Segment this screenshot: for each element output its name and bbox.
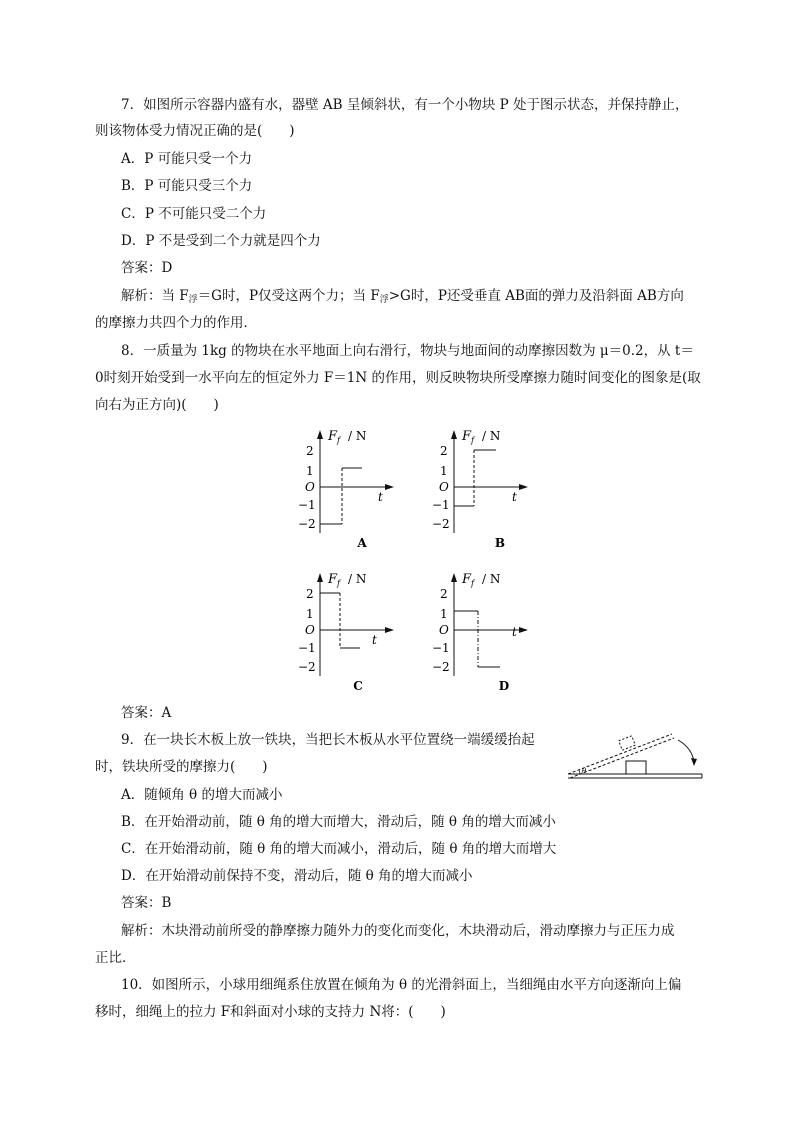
q8-answer: 答案：A	[121, 705, 172, 721]
ylabel-unit: / N	[482, 572, 501, 586]
angle-label: θ	[582, 767, 587, 775]
tick-minus1: −1	[432, 641, 450, 655]
q7-explanation-line2: 的摩擦力共四个力的作用．	[95, 315, 257, 331]
ylabel-sub: f	[337, 579, 340, 588]
ylabel-f: F	[328, 429, 338, 444]
y-axis-arrow	[451, 573, 457, 582]
ylabel-sub: f	[337, 436, 340, 445]
q7-line2: 则该物体受力情况正确的是( )	[95, 123, 295, 139]
iron-block	[626, 761, 646, 774]
t-label: t	[512, 625, 517, 639]
ylabel-unit: / N	[482, 429, 501, 443]
tick-1: 1	[440, 607, 448, 621]
ylabel-sub: f	[471, 436, 474, 445]
tick-2: 2	[440, 587, 448, 601]
angle-arc	[579, 770, 580, 774]
origin-label: O	[305, 623, 315, 637]
t-axis-arrow	[519, 484, 528, 490]
t-label: t	[378, 490, 383, 504]
tick-1: 1	[306, 607, 314, 621]
origin-label: O	[439, 480, 449, 494]
tick-2: 2	[306, 587, 314, 601]
tick-minus2: −2	[432, 660, 450, 674]
q8-line2: 0时刻开始受到一水平向左的恒定外力 F＝1N 的作用，则反映物块所受摩擦力随时间变化的图象是(取	[95, 370, 701, 386]
q9-option-c: C．在开始滑动前，随 θ 角的增大而减小，滑动后，随 θ 角的增大而增大	[121, 841, 557, 857]
q7-explanation: 解析：当 $F_浮=G$时，P仅受这两个力；当 $F_浮>G$时，P还受垂直 AB面的弹力及沿斜面 AB方向	[121, 288, 684, 305]
y-axis-arrow	[317, 573, 323, 582]
t-axis-arrow	[385, 484, 394, 490]
ylabel-sub: f	[471, 579, 474, 588]
tick-minus2: −2	[298, 517, 316, 531]
graph-a	[290, 425, 400, 555]
q9-option-b: B．在开始滑动前，随 θ 角的增大而增大，滑动后，随 θ 角的增大而减小	[121, 814, 556, 830]
tick-1: 1	[440, 464, 448, 478]
q10-line1: 10．如图所示，小球用细绳系住放置在倾角为 θ 的光滑斜面上，当细绳由水平方向逐渐向上偏	[121, 977, 682, 993]
graph-label: B	[494, 536, 506, 550]
tick-minus2: −2	[298, 660, 316, 674]
q7-option-d: D．P 不是受到二个力就是四个力	[121, 233, 321, 249]
ylabel-unit: / N	[348, 572, 367, 586]
q8-line1: 8．一质量为 1kg 的物块在水平地面上向右滑行，物块与地面间的动摩擦因数为 μ＝0.2，从 t＝	[121, 343, 694, 359]
graph-c	[290, 568, 400, 698]
q9-option-d: D．在开始滑动前保持不变，滑动后，随 θ 角的增大而减小	[121, 868, 473, 884]
t-axis-arrow	[385, 627, 394, 633]
tick-minus1: −1	[298, 498, 316, 512]
t-axis-arrow	[519, 627, 528, 633]
y-axis-arrow	[451, 430, 457, 439]
tick-2: 2	[440, 444, 448, 458]
q8-line3: 向右为正方向)( )	[95, 397, 219, 413]
tick-2: 2	[306, 444, 314, 458]
q7-option-c: C．P 不可能只受二个力	[121, 206, 267, 222]
origin-label: O	[439, 623, 449, 637]
incline-diagram	[560, 730, 710, 780]
tick-minus1: −1	[432, 498, 450, 512]
origin-label: O	[305, 480, 315, 494]
graph-b	[424, 425, 534, 555]
q7-line1: 7．如图所示容器内盛有水，器壁 AB 呈倾斜状，有一个小物块 P 处于图示状态，并保持静止，	[121, 97, 689, 113]
q7-option-a: A．P 可能只受一个力	[121, 151, 253, 167]
graph-d	[424, 568, 534, 698]
y-axis-arrow	[317, 430, 323, 439]
graph-label: C	[353, 679, 363, 693]
q9-explanation: 解析：木块滑动前所受的静摩擦力随外力的变化而变化，木块滑动后，滑动摩擦力与正压力成	[121, 923, 675, 939]
q9-explanation-line2: 正比．	[95, 950, 136, 966]
q10-line2: 移时，细绳上的拉力 F和斜面对小球的支持力 N将：( )	[95, 1004, 446, 1020]
q9-line2: 时，铁块所受的摩擦力( )	[95, 759, 268, 775]
lift-arrow-head	[691, 758, 697, 766]
graph-label: D	[498, 679, 510, 693]
tick-minus1: −1	[298, 641, 316, 655]
ylabel-f: F	[462, 572, 472, 587]
t-label: t	[512, 490, 517, 504]
ylabel-f: F	[328, 572, 338, 587]
iron-block-dashed	[619, 736, 636, 750]
q7-option-b: B．P 可能只受三个力	[121, 178, 253, 194]
ylabel-f: F	[462, 429, 472, 444]
q9-line1: 9．在一块长木板上放一铁块，当把长木板从水平位置绕一端缓缓抬起	[121, 732, 535, 748]
q9-answer: 答案：B	[121, 895, 172, 911]
q7-answer: 答案：D	[121, 260, 173, 276]
tick-minus2: −2	[432, 517, 450, 531]
t-label: t	[372, 633, 377, 647]
q9-option-a: A．随倾角 θ 的增大而减小	[121, 787, 283, 803]
graph-label: A	[357, 536, 367, 550]
ylabel-unit: / N	[348, 429, 367, 443]
tick-1: 1	[306, 464, 314, 478]
